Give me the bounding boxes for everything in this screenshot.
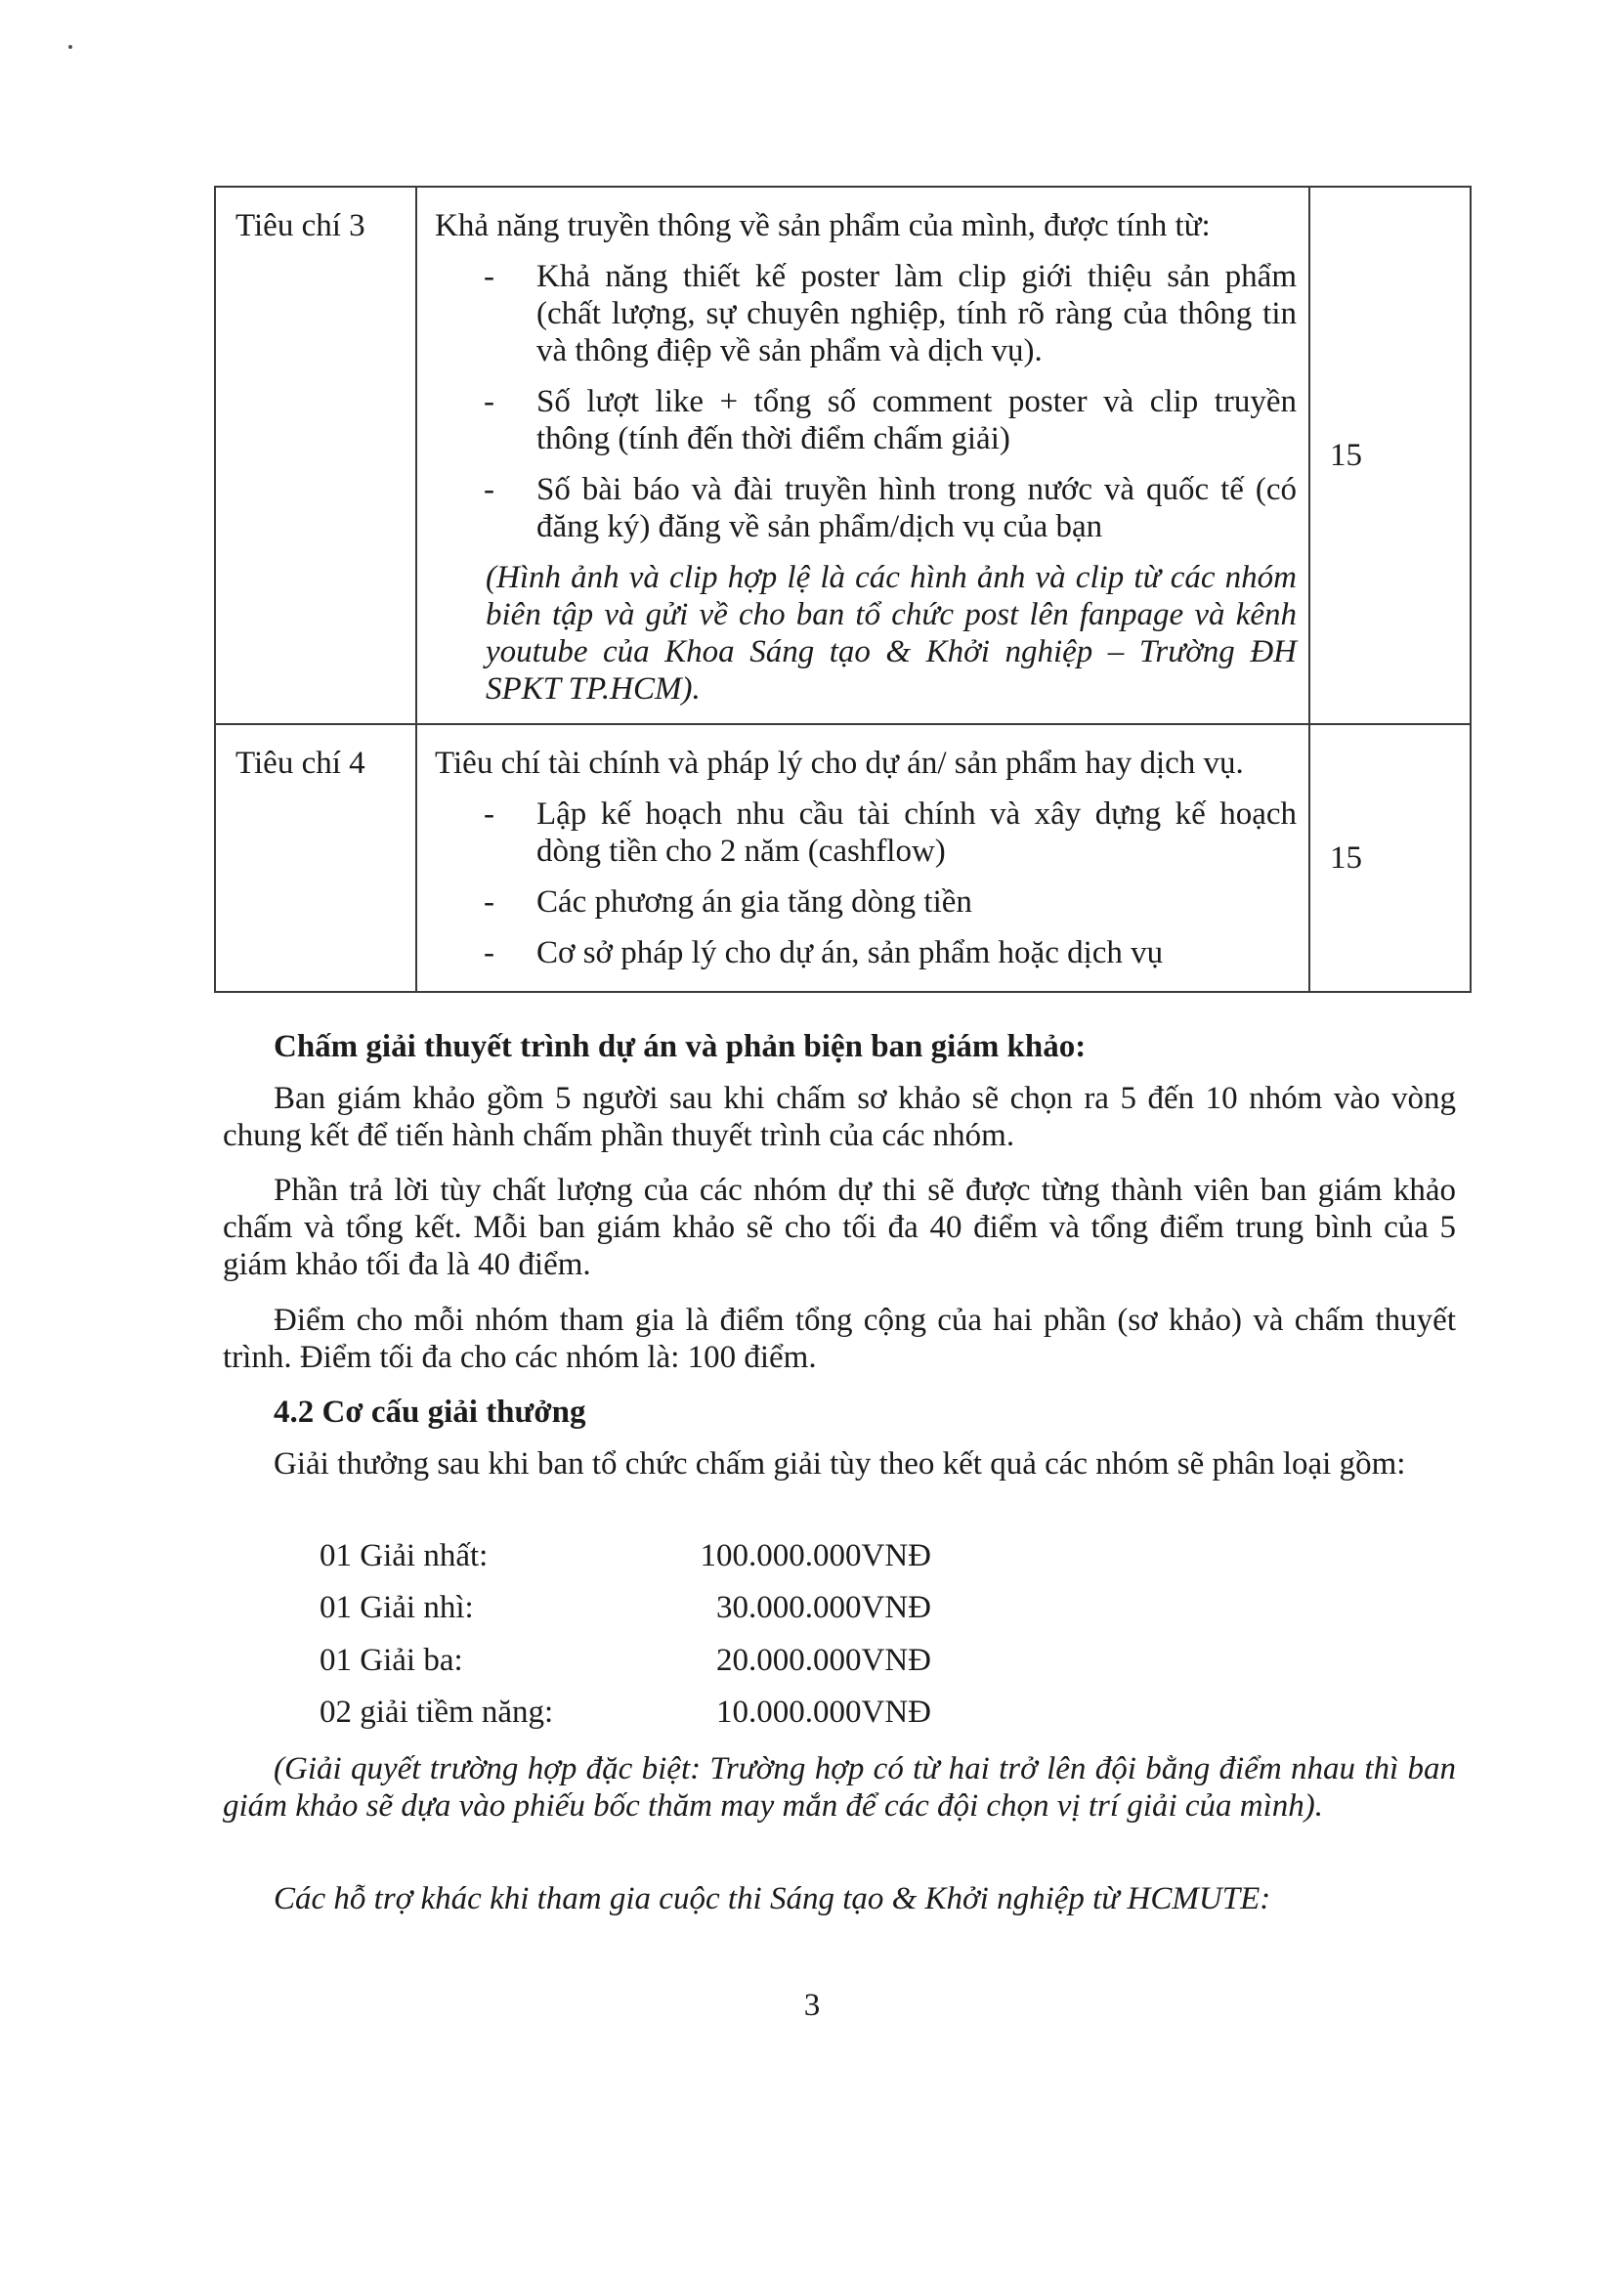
prize-label: 01 Giải nhì:: [320, 1590, 474, 1625]
criteria-table: [214, 186, 1472, 993]
list-item: - Số lượt like + tổng số comment poster và clip truyền thông (tính đến thời điểm chấm giải): [435, 383, 1297, 457]
criteria-note: (Hình ảnh và clip hợp lệ là các hình ảnh và clip từ các nhóm biên tập và gửi về cho ban tổ chức post lên fanpage và kênh youtube của Khoa Sáng tạo & Khởi nghiệp – Trường ĐH SPKT TP.HCM).: [486, 560, 1297, 707]
criteria-label: Tiêu chí 4: [215, 724, 416, 992]
prize-amount: 30.000.000VNĐ: [716, 1590, 931, 1625]
prizes-intro: Giải thưởng sau khi ban tổ chức chấm giải tùy theo kết quả các nhóm sẽ phân loại gồm:: [274, 1446, 1406, 1482]
scan-speck: [68, 45, 72, 49]
list-item: - Số bài báo và đài truyền hình trong nước và quốc tế (có đăng ký) đăng về sản phẩm/dịch vụ của bạn: [435, 471, 1297, 545]
support-line: Các hỗ trợ khác khi tham gia cuộc thi Sáng tạo & Khởi nghiệp từ HCMUTE:: [274, 1881, 1271, 1916]
criteria-score: 15: [1309, 187, 1471, 724]
criteria-title: Khả năng truyền thông về sản phẩm của mình, được tính từ:: [435, 208, 1211, 243]
criteria-bullets: [435, 795, 1297, 971]
list-item: - Lập kế hoạch nhu cầu tài chính và xây dựng kế hoạch dòng tiền cho 2 năm (cashflow): [435, 795, 1297, 870]
criteria-label: Tiêu chí 3: [215, 187, 416, 724]
table-row: [215, 187, 1471, 724]
criteria-score: 15: [1309, 724, 1471, 992]
criteria-description: [416, 187, 1309, 724]
prize-amount: 100.000.000VNĐ: [700, 1538, 931, 1573]
prize-label: 01 Giải ba:: [320, 1643, 463, 1678]
prize-label: 02 giải tiềm năng:: [320, 1695, 554, 1730]
tie-note: (Giải quyết trường hợp đặc biệt: Trường hợp có từ hai trở lên đội bằng điểm nhau thì ban giám khảo sẽ dựa vào phiếu bốc thăm may mắn để các đội chọn vị trí giải của mình).: [223, 1751, 1456, 1824]
judging-paragraph: Phần trả lời tùy chất lượng của các nhóm dự thi sẽ được từng thành viên ban giám khảo chấm và tổng kết. Mỗi ban giám khảo sẽ cho tối đa 40 điểm và tổng điểm trung bình của 5 giám khảo tối đa là 40 điểm.: [223, 1173, 1456, 1282]
criteria-bullets: [435, 258, 1297, 545]
prize-amount: 20.000.000VNĐ: [716, 1643, 931, 1678]
judging-paragraph: Điểm cho mỗi nhóm tham gia là điểm tổng cộng của hai phần (sơ khảo) và chấm thuyết trình. Điểm tối đa cho các nhóm là: 100 điểm.: [223, 1303, 1456, 1375]
list-item: - Khả năng thiết kế poster làm clip giới thiệu sản phẩm (chất lượng, sự chuyên nghiệp, tính rõ ràng của thông tin và thông điệp về sản phẩm và dịch vụ).: [435, 258, 1297, 369]
table-row: [215, 724, 1471, 992]
prizes-heading: 4.2 Cơ cấu giải thưởng: [274, 1395, 586, 1430]
criteria-title: Tiêu chí tài chính và pháp lý cho dự án/ sản phẩm hay dịch vụ.: [435, 746, 1244, 781]
judging-heading: Chấm giải thuyết trình dự án và phản biện ban giám khảo:: [274, 1029, 1087, 1064]
prize-amount: 10.000.000VNĐ: [716, 1695, 931, 1730]
page-number: 3: [803, 1988, 821, 2023]
prize-label: 01 Giải nhất:: [320, 1538, 489, 1573]
criteria-description: [416, 724, 1309, 992]
judging-paragraph: Ban giám khảo gồm 5 người sau khi chấm sơ khảo sẽ chọn ra 5 đến 10 nhóm vào vòng chung kết để tiến hành chấm phần thuyết trình của các nhóm.: [223, 1081, 1456, 1153]
list-item: - Cơ sở pháp lý cho dự án, sản phẩm hoặc dịch vụ: [435, 934, 1297, 971]
list-item: - Các phương án gia tăng dòng tiền: [435, 883, 1297, 921]
